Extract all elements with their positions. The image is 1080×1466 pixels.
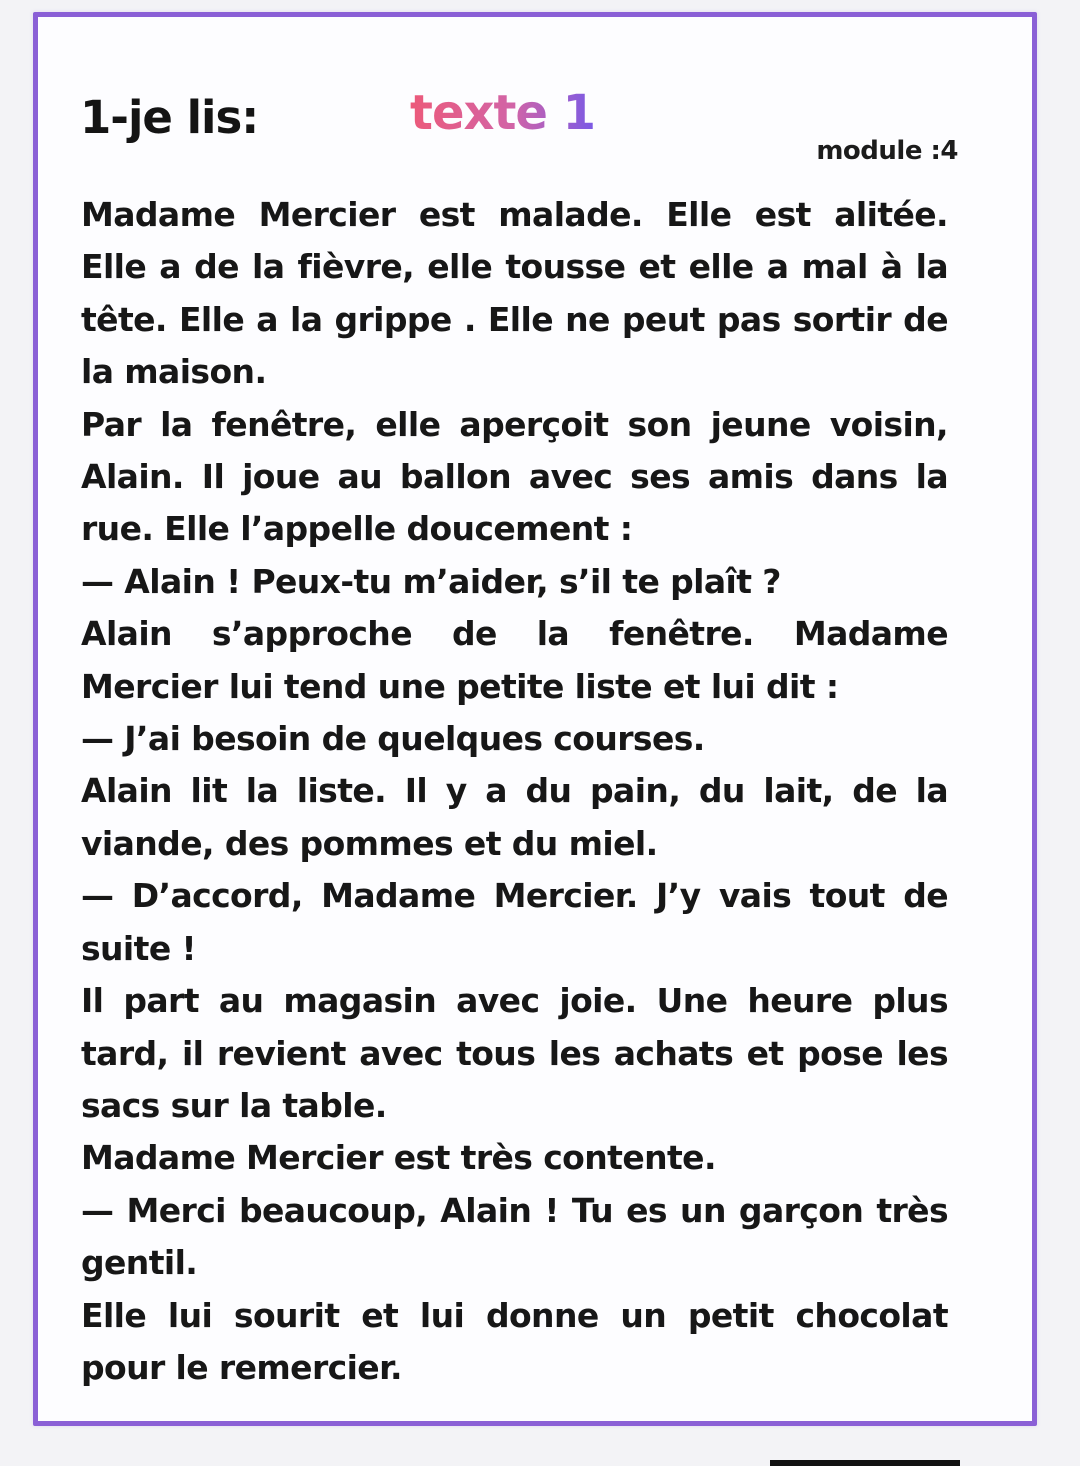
paragraph: Par la fenêtre, elle aperçoit son jeune voisin, Alain. Il joue au ballon avec ses amis dans la rue. Elle l’appelle doucement :	[81, 404, 948, 549]
dialogue-line: — Alain ! Peux-tu m’aider, s’il te plaît ?	[81, 561, 781, 601]
story-text	[81, 189, 948, 1394]
paragraph: Madame Mercier est très contente.	[81, 1138, 716, 1178]
text-title: texte 1	[410, 85, 596, 141]
paragraph: Madame Mercier est malade. Elle est alitée. Elle a de la fièvre, elle tousse et elle a mal à la tête. Elle a la grippe . Elle ne peut pas sortir de la maison.	[81, 195, 948, 392]
module-label: module :4	[816, 136, 958, 166]
paragraph: Elle lui sourit et lui donne un petit chocolat pour le remercier.	[81, 1295, 948, 1387]
section-heading: 1-je lis:	[80, 91, 259, 144]
home-indicator-bar	[770, 1460, 960, 1466]
paragraph: Alain lit la liste. Il y a du pain, du lait, de la viande, des pommes et du miel.	[81, 771, 948, 863]
dialogue-line: — D’accord, Madame Mercier. J’y vais tout de suite !	[81, 876, 948, 968]
paragraph: Alain s’approche de la fenêtre. Madame Mercier lui tend une petite liste et lui dit :	[81, 614, 948, 706]
paragraph: Il part au magasin avec joie. Une heure plus tard, il revient avec tous les achats et pose les sacs sur la table.	[81, 981, 948, 1125]
dialogue-line: — J’ai besoin de quelques courses.	[81, 719, 705, 759]
dialogue-line: — Merci beaucoup, Alain ! Tu es un garçon très gentil.	[81, 1190, 948, 1283]
worksheet-page	[33, 12, 1037, 1426]
